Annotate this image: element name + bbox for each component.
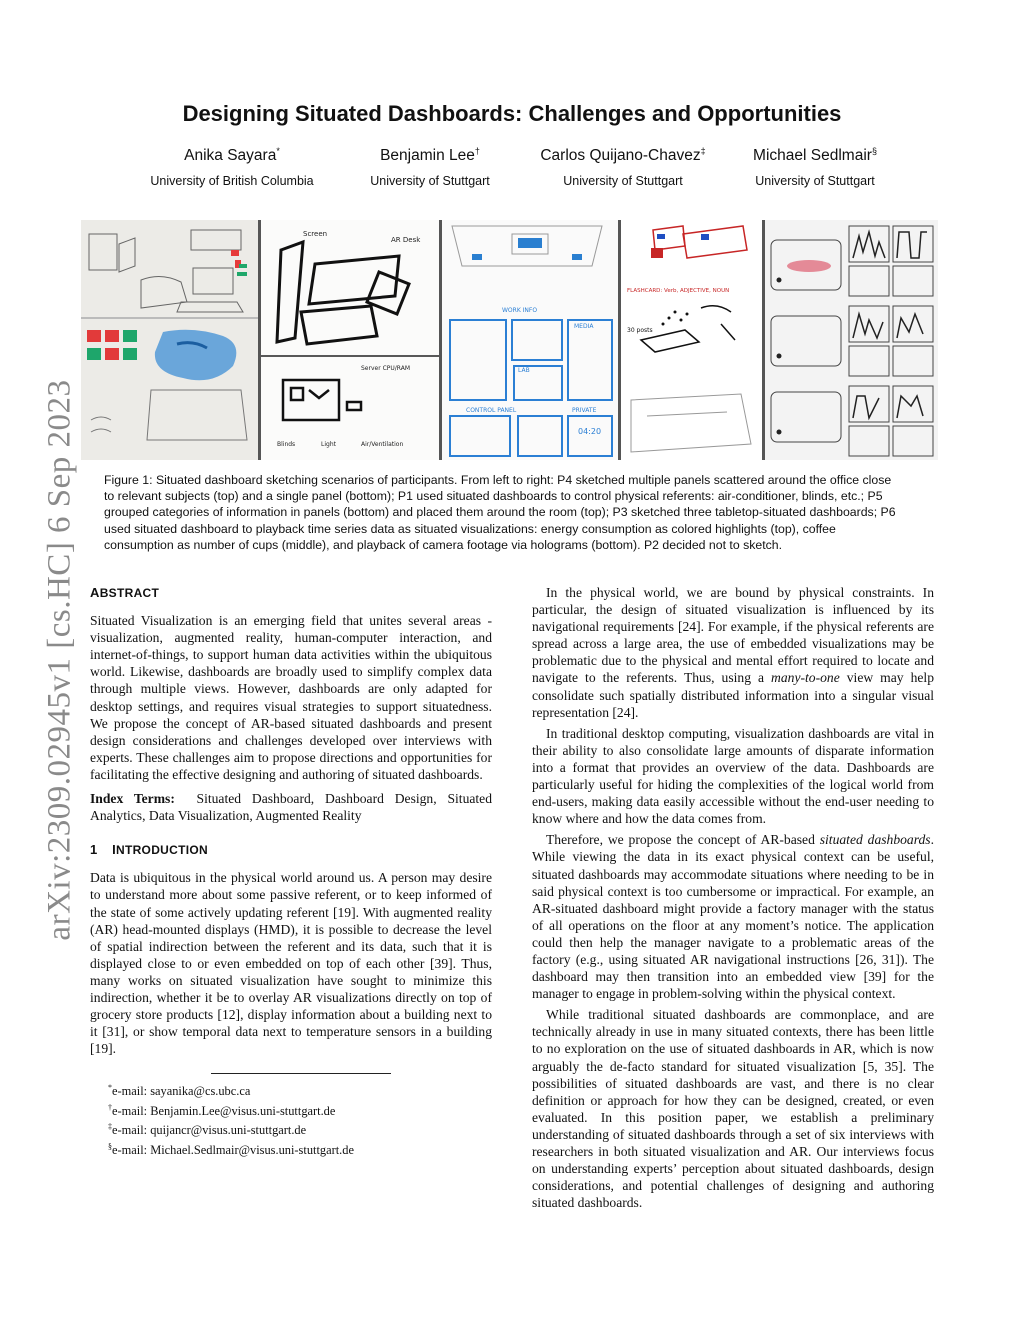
index-terms xyxy=(90,790,492,824)
sketch-label-screen: Screen xyxy=(303,230,328,238)
sketch-p6-drawing xyxy=(765,220,938,460)
body-paragraph: In traditional desktop computing, visualization dashboards are vital in their ability to also consolidate large amounts of disparate information into a format that provides an overview of the data. Dashboards are particularly useful for hiding the complexities of the logical world from end-users, making data easily accessible without the end-user needing to know where and how the data comes from. xyxy=(532,725,934,827)
sketch-label-server: Server CPU/RAM xyxy=(361,365,411,372)
abstract-text: Situated Visualization is an emerging field that unites several areas - visualization, augmented reality, human-computer interaction, and internet-of-things, to support human data activities within the ubiquitous world. Likewise, dashboards are broadly used to simplify complex data through multiple views. However, dashboards are only adapted for desktop settings, and requires visual strategies to support situatedness. We propose the concept of AR-based situated dashboards and present design considerations and challenges developed over interviews with experts. These challenges aim to propose directions and opportunities for facilitating the effective designing and authoring of situated dashboards. xyxy=(90,613,492,782)
sketch-label-blinds: Blinds xyxy=(277,441,296,448)
paragraph-text: . While viewing the data in its exact physical context can be useful, situated dashboards may accommodate situations where needing to be in said physical context is too cumbersome or impractical. For example, an AR-situated dashboard might provide a factory manager with the status of all operations on the floor at any moment’s notice. The application could then help the manager navigate to a problematic areas of the factory (e.g., using situated AR navigational instructions [26, 31]). The dashboard may then transition into an embedded view [39] for the manager to engage in problem-solving within the physical context. xyxy=(532,832,934,1002)
sketch-label-control-panel: CONTROL PANEL xyxy=(466,407,517,414)
author-mark: † xyxy=(474,146,480,156)
author-1 xyxy=(122,146,342,188)
footnote-mark: † xyxy=(108,1102,112,1112)
index-terms-text: Situated Dashboard, Dashboard Design, Situated Analytics, Data Visualization, Augmented Reality xyxy=(90,791,493,824)
sketch-label-private: PRIVATE xyxy=(572,407,597,414)
paragraph-text: In the physical world, we are bound by physical constraints. In particular, the design of situated visualization is influenced by its navigational requirements [24]. For example, if the physical referents are spread across a large area, the use of embedded visualizations may be problematic due to the physical and mental effort required to locate and navigate to the referents. Thus, using a xyxy=(532,585,934,686)
paragraph-text: Therefore, we propose the concept of AR-based xyxy=(546,832,820,848)
abstract-heading xyxy=(90,584,492,602)
abstract-heading-first: A xyxy=(90,585,100,600)
author-2 xyxy=(320,146,540,188)
sketch-label-light: Light xyxy=(321,441,336,448)
intro-paragraph: Data is ubiquitous in the physical world around us. A person may desire to understand more about some passive referent, or to keep informed of the state of some actively updating referent [19]. With augmented reality (AR) head-mounted displays (HMD), it is possible to decrease the level of spatial indirection between the referent and its data, such that it is displayed close to or even embedded on top of each other [39]. Thus, many works on situated visualization have sought to minimize this indirection, whether it be to overlay AR visualizations directly on top of grocery store products [12], display information about a building next to it [31], or show temporal data next to temperature sensors in a building [19]. xyxy=(90,870,492,1057)
sketch-p3-drawing xyxy=(621,220,762,460)
footnote-text: e-mail: Benjamin.Lee@visus.uni-stuttgart.de xyxy=(112,1103,336,1118)
footnote-mark: ‡ xyxy=(108,1122,112,1132)
footnote-mark: * xyxy=(108,1083,112,1092)
teaser-figure xyxy=(81,220,938,460)
author-name: Benjamin Lee xyxy=(380,147,475,165)
footnote-text: e-mail: sayanika@cs.ubc.ca xyxy=(112,1084,251,1099)
author-mark: ‡ xyxy=(700,146,706,156)
author-affiliation: University of Stuttgart xyxy=(563,174,683,189)
sketch-p5-drawing xyxy=(442,220,618,460)
author-3 xyxy=(513,146,733,188)
sketch-label-ar-desk: AR Desk xyxy=(391,236,421,244)
footnote-text: e-mail: quijancr@visus.uni-stuttgart.de xyxy=(112,1123,307,1138)
footnote xyxy=(90,1080,492,1100)
sketch-p4-drawing xyxy=(81,220,258,460)
footnote-text: e-mail: Michael.Sedlmair@visus.uni-stuttgart.de xyxy=(112,1143,354,1158)
body-paragraph: While traditional situated dashboards are commonplace, and are technically already in use in many situated contexts, there has been little to no exploration on the use of situated dashboards in AR, which is now arguably the de-facto standard for situated visualization [5, 35]. The possibilities of situated dashboards are vast, and there is no clear definition or approach for how they can be designed, created, or even evaluated. In this position paper, we establish a preliminary understanding of situated dashboards through a set of six interviews with researchers in both situated visualization and AR. Our interviews focus on understanding experts’ perception about situated dashboards, design considerations, and potential challenges of designing and authoring situated dashboards. xyxy=(532,1007,934,1211)
footnote xyxy=(90,1139,492,1159)
footnote xyxy=(90,1100,492,1120)
footnote-mark: § xyxy=(108,1142,112,1152)
sketch-label-work-info: WORK INFO xyxy=(502,307,538,314)
sketch-label-time: 04:20 xyxy=(578,427,602,436)
author-name: Michael Sedlmair xyxy=(753,147,872,165)
emphasis: situated dashboards xyxy=(819,832,931,848)
sketch-p3 xyxy=(621,220,762,460)
figure-caption: Figure 1: Situated dashboard sketching scenarios of participants. From left to right: P4 sketched multiple panels scattered around the office close to relevant subjects (top) and a single panel (bottom); P1 used situated dashboards to control physical referents: air-conditioner, blinds, etc.; P5 grouped categories of information in panels (bottom) and placed them around the room (top); P3 sketched three tabletop-situated dashboards; P6 used situated dashboard to playback time series data as situated visualizations: energy consumption as colored highlights (top), coffee consumption as number of cups (middle), and playback of camera footage via holograms (bottom). P2 decided not to sketch. xyxy=(104,473,896,552)
footnotes xyxy=(90,1080,492,1159)
body-paragraph xyxy=(532,831,934,1002)
footnote-rule xyxy=(211,1073,391,1074)
author-4 xyxy=(705,146,925,188)
arxiv-identifier: arXiv:2309.02945v1 [cs.HC] 6 Sep 2023 xyxy=(41,379,78,941)
body-paragraph xyxy=(532,584,934,721)
right-column xyxy=(532,584,934,1211)
intro-heading-rest: NTRODUCTION xyxy=(116,843,208,858)
left-column xyxy=(90,584,492,1057)
footnote xyxy=(90,1119,492,1139)
author-name: Carlos Quijano-Chavez xyxy=(540,147,701,165)
author-affiliation: University of Stuttgart xyxy=(755,174,875,189)
sketch-label-cups: 30 posts xyxy=(627,327,653,334)
paragraph-text: view may help consolidate such spatially distributed information into a singular visual representation [24]. xyxy=(532,670,934,720)
sketch-label-flashcard: FLASHCARD: Verb, ADJECTIVE, NOUN xyxy=(627,288,730,294)
intro-heading-first: I xyxy=(112,842,116,858)
sketch-p1-drawing xyxy=(261,220,439,460)
sketch-label-media: MEDIA xyxy=(574,323,594,330)
sketch-label-lab: LAB xyxy=(518,367,530,374)
author-affiliation: University of British Columbia xyxy=(150,174,314,189)
author-name: Anika Sayara xyxy=(184,147,277,165)
sketch-label-air: Air/Ventilation xyxy=(361,441,404,448)
sketch-p6 xyxy=(765,220,938,460)
paper-title: Designing Situated Dashboards: Challenges and Opportunities xyxy=(182,101,842,126)
introduction-heading xyxy=(90,841,492,859)
emphasis: many-to-one xyxy=(771,670,840,686)
sketch-p4 xyxy=(81,220,258,460)
abstract-heading-rest: BSTRACT xyxy=(99,586,160,600)
sketch-p5 xyxy=(442,220,618,460)
author-affiliation: University of Stuttgart xyxy=(370,174,490,189)
author-mark: * xyxy=(276,146,280,156)
section-number: 1 xyxy=(90,842,98,858)
index-terms-label: Index Terms: xyxy=(90,791,175,807)
sketch-p1 xyxy=(261,220,439,460)
author-mark: § xyxy=(871,146,877,156)
